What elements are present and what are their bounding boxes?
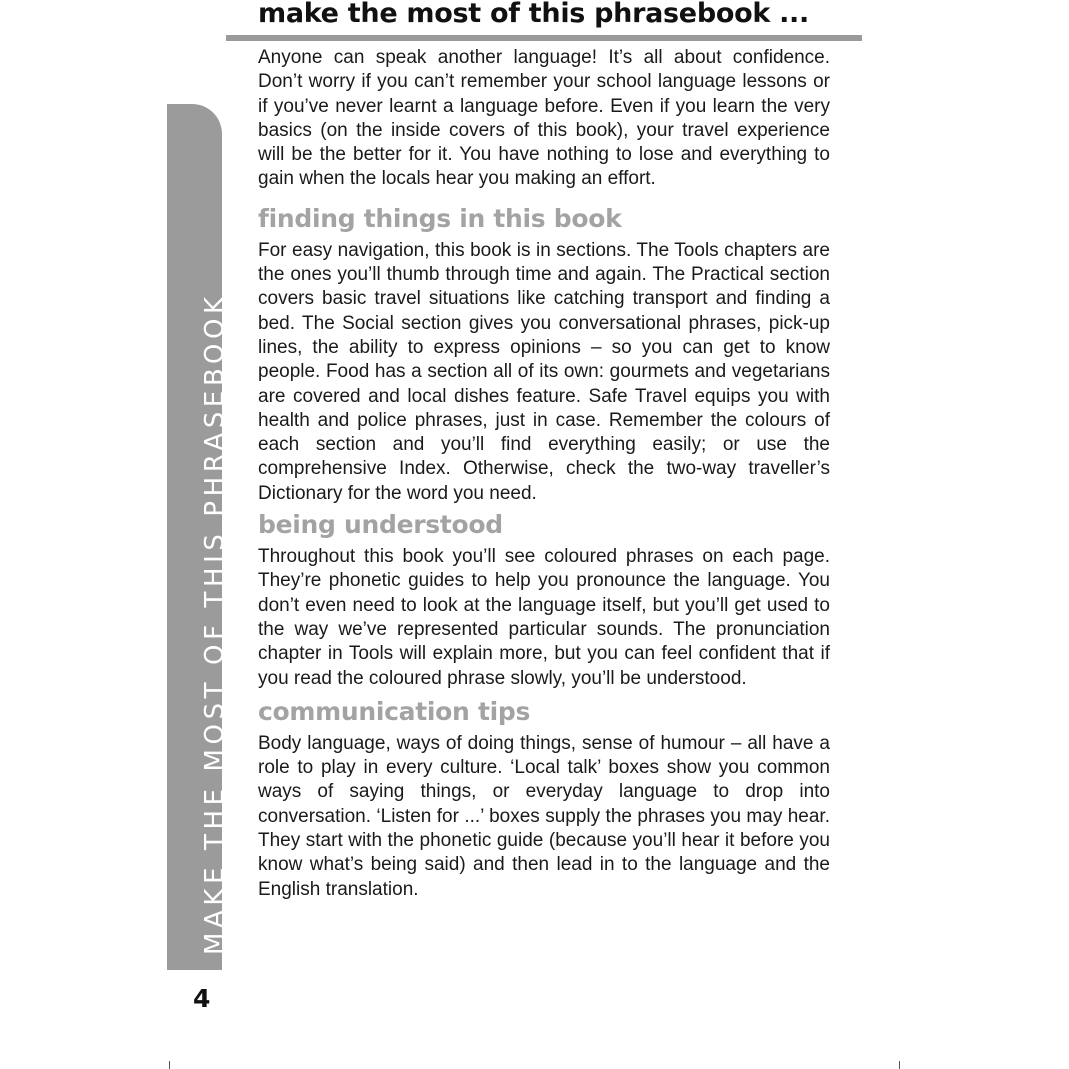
section-heading-finding-things: finding things in this book <box>258 203 622 233</box>
section-paragraph-finding-things: For easy navigation, this book is in sections. The Tools chapters are the ones you’ll thumb through time and again. The Practical section covers basic travel situations like catching transport and finding a bed. The Social section gives you conversational phrases, pick-up lines, the ability to express opinions – so you can get to know people. Food has a section all of its own: gourmets and vegetarians are covered and local dishes feature. Safe Travel equips you with health and police phrases, just in case. Remember the colours of each section and you’ll find everything easily; or use the comprehensive Index. Otherwise, check the two-way traveller’s Dictionary for the word you need. <box>258 239 830 504</box>
page-number: 4 <box>193 984 211 1013</box>
title-rule <box>226 35 862 41</box>
page-title: make the most of this phrasebook ... <box>258 0 809 29</box>
page-content <box>258 46 830 902</box>
side-tab-label: MAKE THE MOST OF THIS PHRASEBOOK <box>200 292 230 955</box>
section-heading-being-understood: being understood <box>258 510 503 540</box>
intro-paragraph: Anyone can speak another language! It’s all about confidence. Don’t worry if you can’t remember your school language lessons or if you’ve never learnt a language before. Even if you learn the very basics (on the inside covers of this book), your travel experience will be the better for it. You have nothing to lose and everything to gain when the locals hear you making an effort. <box>258 47 830 190</box>
crop-mark-left <box>169 1061 170 1069</box>
section-paragraph-being-understood: Throughout this book you’ll see coloured phrases on each page. They’re phonetic guides to help you pronounce the language. You don’t even need to look at the language itself, but you’ll get used to the way we’ve represented particular sounds. The pronunciation chapter in Tools will explain more, but you can feel confident that if you read the coloured phrase slowly, you’ll be understood. <box>258 546 830 689</box>
crop-mark-right <box>899 1061 900 1069</box>
section-heading-communication-tips: communication tips <box>258 696 531 726</box>
section-paragraph-communication-tips: Body language, ways of doing things, sense of humour – all have a role to play in every culture. ‘Local talk’ boxes show you common ways of saying things, or everyday language to drop into conversation. ‘Listen for ...’ boxes supply the phrases you may hear. They start with the phonetic guide (because you’ll hear it before you know what’s being said) and then lead in to the language and the English translation. <box>258 732 830 900</box>
